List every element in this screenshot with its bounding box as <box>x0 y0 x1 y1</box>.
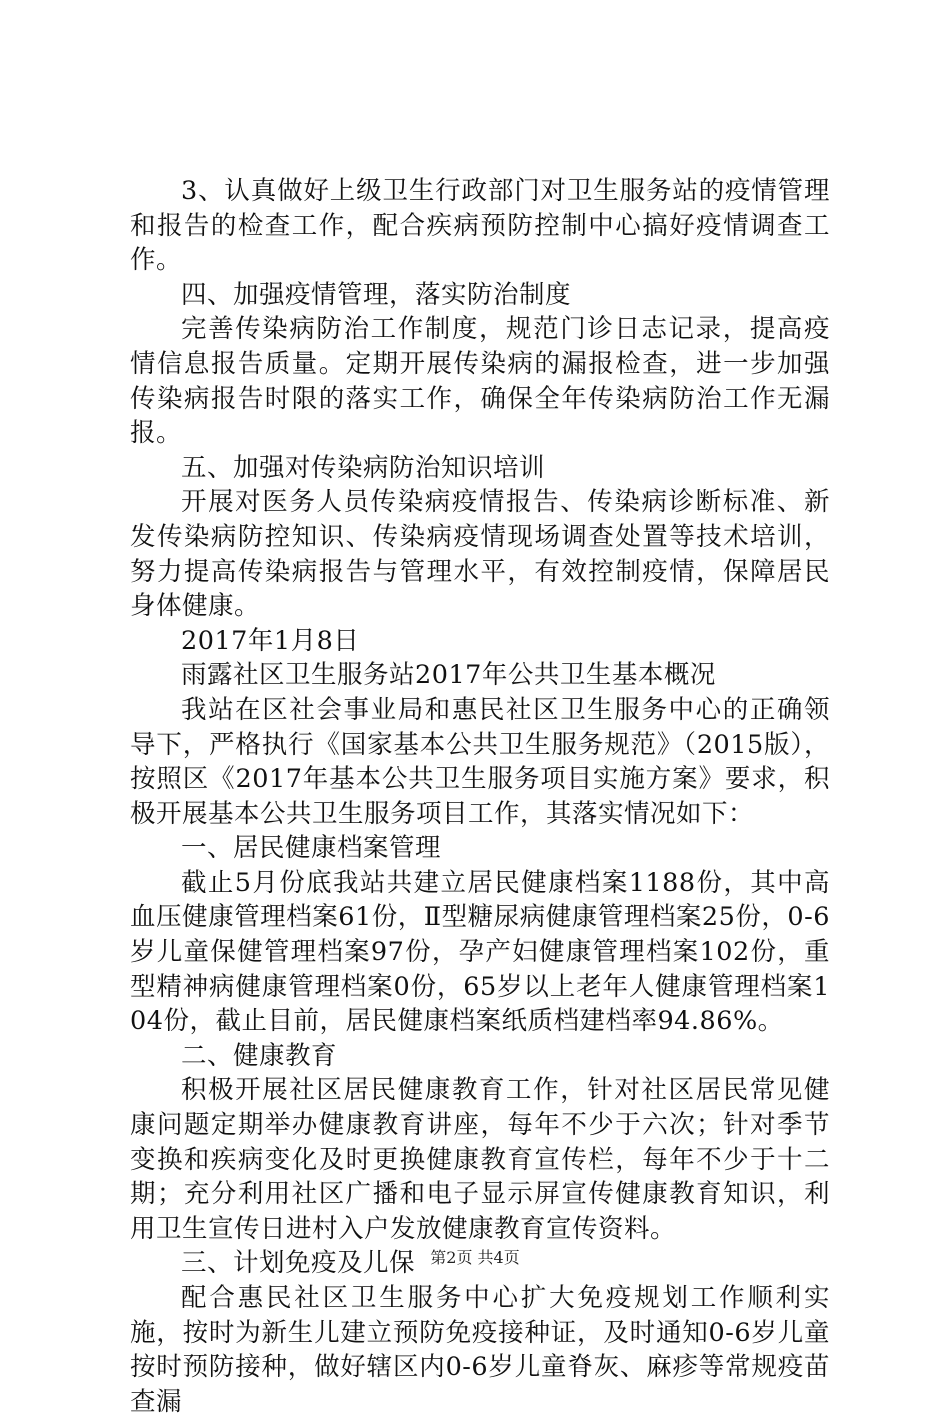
page-footer: 第2页 共4页 <box>430 1248 520 1267</box>
document-body <box>130 174 830 1419</box>
heading-health-education: 二、健康教育 <box>181 1040 338 1071</box>
heading-immunization: 三、计划免疫及儿保 <box>181 1248 416 1279</box>
paragraph-inspection: 3、认真做好上级卫生行政部门对卫生服务站的疫情管理和报告的检查工作，配合疾病预防控制中心搞好疫情调查工作。 <box>130 176 830 276</box>
heading-health-records: 一、居民健康档案管理 <box>181 833 442 864</box>
heading-epidemic-management: 四、加强疫情管理，落实防治制度 <box>181 279 572 310</box>
paragraph-epidemic-management: 完善传染病防治工作制度，规范门诊日志记录，提高疫情信息报告质量。定期开展传染病的漏报检查，进一步加强传染病报告时限的落实工作，确保全年传染病防治工作无漏报。 <box>130 314 830 449</box>
paragraph-health-education: 积极开展社区居民健康教育工作，针对社区居民常见健康问题定期举办健康教育讲座，每年不少于六次；针对季节变换和疾病变化及时更换健康教育宣传栏，每年不少于十二期；充分利用社区广播和电子显示屏宣传健康教育知识，利用卫生宣传日进村入户发放健康教育宣传资料。 <box>130 1075 830 1244</box>
paragraph-immunization: 配合惠民社区卫生服务中心扩大免疫规划工作顺利实施，按时为新生儿建立预防免疫接种证，及时通知0-6岁儿童按时预防接种，做好辖区内0-6岁儿童脊灰、麻疹等常规疫苗查漏 <box>130 1283 830 1417</box>
paragraph-intro: 我站在区社会事业局和惠民社区卫生服务中心的正确领导下，严格执行《国家基本公共卫生服务规范》（2015版），按照区《2017年基本公共卫生服务项目实施方案》要求，积极开展基本公共卫生服务项目工作，其落实情况如下： <box>130 694 830 829</box>
paragraph-health-records: 截止5月份底我站共建立居民健康档案1188份，其中高血压健康管理档案61份，Ⅱ型糖尿病健康管理档案25份，0-6岁儿童保健管理档案97份，孕产妇健康管理档案102份，重型精神病健康管理档案0份，65岁以上老年人健康管理档案104份，截止目前，居民健康档案纸质档建档率94.86%。 <box>130 867 830 1037</box>
heading-training: 五、加强对传染病防治知识培训 <box>181 452 546 483</box>
paragraph-training: 开展对医务人员传染病疫情报告、传染病诊断标准、新发传染病防控知识、传染病疫情现场调查处置等技术培训，努力提高传染病报告与管理水平，有效控制疫情，保障居民身体健康。 <box>130 487 830 622</box>
date-line: 2017年1月8日 <box>181 625 360 656</box>
section-title: 雨露社区卫生服务站2017年公共卫生基本概况 <box>181 660 716 691</box>
